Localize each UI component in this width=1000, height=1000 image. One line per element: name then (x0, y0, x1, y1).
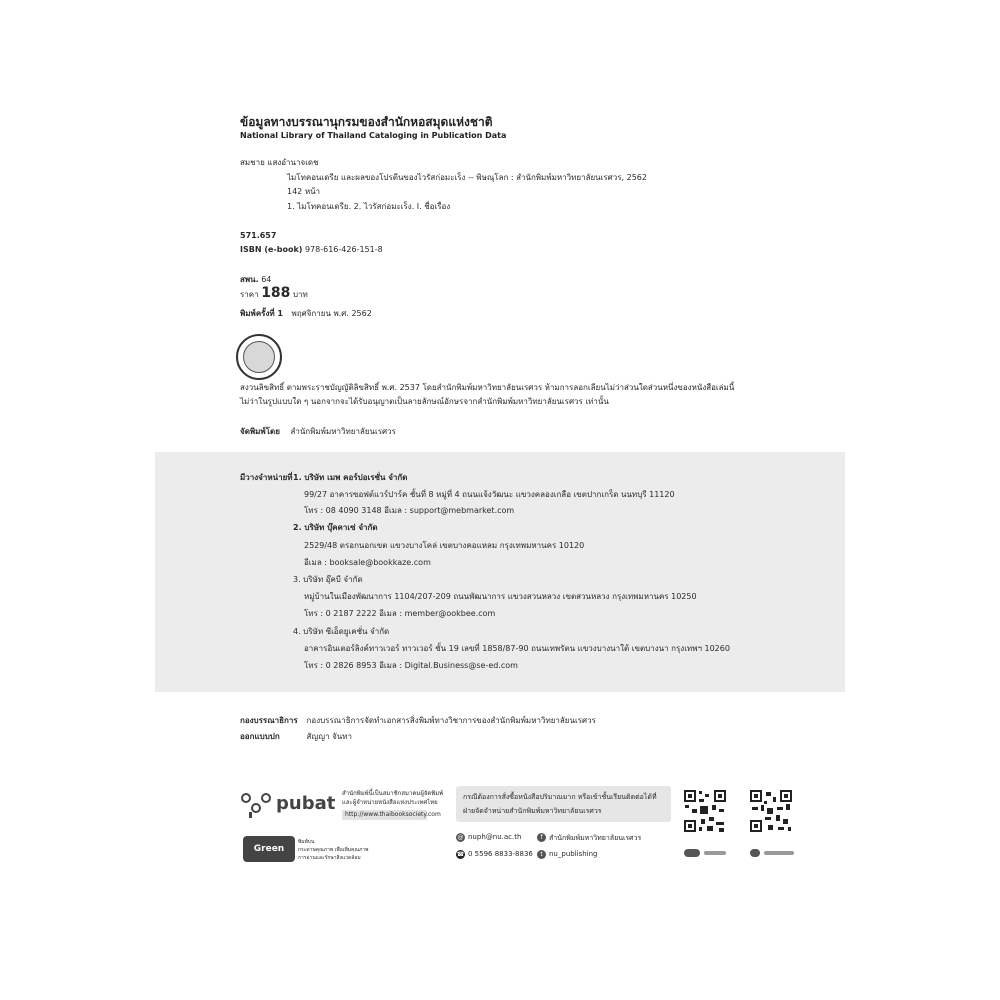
isbn-row (240, 245, 383, 255)
pubat-logo-icon (240, 790, 274, 818)
editor-value: กองบรรณาธิการจัดทำเอกสารสิ่งพิมพ์ทางวิชาการของสำนักพิมพ์มหาวิทยาลัยนเรศวร (306, 716, 596, 725)
book-line: ไมโทคอนเดรีย และผลของโปรตีนของไวรัสก่อมะเร็ง -- พิษณุโลก : สำนักพิมพ์มหาวิทยาลัยนเรศวร, 2562 (287, 173, 647, 182)
author: สมชาย แสงอำนาจเดช (240, 158, 319, 167)
edition-label: พิมพ์ครั้งที่ 1 (240, 309, 283, 318)
edition-row (240, 309, 372, 319)
contact-email[interactable]: nuph@nu.ac.th (468, 833, 522, 841)
distributor-4-contact: โทร : 0 2826 8953 อีเมล : Digital.Business@se-ed.com (304, 661, 518, 670)
email-icon: @ (457, 834, 464, 841)
price-value: 188 (261, 285, 291, 301)
snp-label: สพน. (240, 275, 259, 284)
qr-caption-pill (704, 851, 726, 855)
publisher-value: สำนักพิมพ์มหาวิทยาลัยนเรศวร (290, 427, 396, 436)
pubat-desc-2: และผู้จำหน่ายหนังสือแห่งประเทศไทย (342, 799, 438, 806)
cover-label: ออกแบบปก (240, 732, 280, 741)
distributor-4-address: อาคารอินเตอร์ลิงค์ทาวเวอร์ ทาวเวอร์ ชั้น 19 เลขที่ 1858/87-90 ถนนเทพรัตน แขวงบางนาใต้ เขตบางนา กรุงเทพฯ 10260 (304, 644, 730, 653)
distributor-2-contact: อีเมล : booksale@bookkaze.com (304, 558, 431, 567)
contact-phone: 0 5596 8833-8836 (468, 850, 533, 858)
editor-label: กองบรรณาธิการ (240, 716, 298, 725)
distributor-4-name: 4. บริษัท ซีเอ็ดยูเคชั่น จำกัด (293, 627, 390, 636)
subjects: 1. ไมโทคอนเดรีย. 2. ไวรัสก่อมะเร็ง. I. ชื่อเรื่อง (287, 202, 451, 211)
edition-value: พฤศจิกายน พ.ศ. 2562 (291, 309, 372, 318)
snp-row (240, 275, 271, 285)
pubat-desc-1: สำนักพิมพ์นี้เป็นสมาชิกสมาคมผู้จัดพิมพ์ (342, 790, 444, 797)
distributor-1-address: 99/27 อาคารซอฟต์แวร์ปาร์ค ชั้นที่ 8 หมู่ที่ 4 ถนนแจ้งวัฒนะ แขวงคลองเกลือ เขตปากเกร็ด นนทบุรี 11120 (304, 490, 675, 499)
cover-row (240, 732, 352, 742)
notice-line-2: ฝ่ายจัดจำหน่ายสำนักพิมพ์มหาวิทยาลัยนเรศวร (463, 807, 602, 815)
distributor-3-address: หมู่บ้านในเมืองพัฒนาการ 1104/207-209 ถนนพัฒนาการ แขวงสวนหลวง เขตสวนหลวง กรุงเทพมหานคร 10250 (304, 592, 697, 601)
distributor-3-contact: โทร : 0 2187 2222 อีเมล : member@ookbee.com (304, 609, 496, 618)
notice-line-1: กรณีต้องการสั่งซื้อหนังสือปริมาณมาก หรือเข้าชั้นเรียนติดต่อได้ที่ (463, 793, 657, 801)
green-desc-1: พิมพ์บน (298, 839, 315, 845)
isbn-label: ISBN (e-book) (240, 245, 303, 254)
university-seal-icon (236, 334, 282, 380)
price-label: ราคา (240, 290, 259, 299)
qr-code-icon[interactable] (749, 789, 793, 833)
snp-value: 64 (261, 275, 272, 284)
pubat-url[interactable]: http://www.thaibooksociety.com (345, 811, 441, 818)
distributor-1-contact: โทร : 08 4090 3148 อีเมล : support@mebmarket.com (304, 506, 515, 515)
isbn-value: 978-616-426-151-8 (304, 245, 383, 254)
publisher-row (240, 427, 396, 437)
copyright-line-1: สงวนลิขสิทธิ์ ตามพระราชบัญญัติลิขสิทธิ์ พ.ศ. 2537 โดยสำนักพิมพ์มหาวิทยาลัยนเรศวร ห้ามการลอกเลียนไม่ว่าส่วนใดส่วนหนึ่งของหนังสือเล่มนี้ (240, 383, 735, 392)
qr-caption-pill (750, 849, 760, 857)
facebook-icon: f (537, 833, 546, 842)
distributor-1-name: 1. บริษัท เมพ คอร์ปอเรชั่น จำกัด (293, 473, 408, 482)
catalog-title-en: National Library of Thailand Cataloging in Publication Data (240, 131, 507, 140)
qr-caption-pill (684, 849, 700, 857)
cover-value: สัญญา จันทา (306, 732, 353, 741)
distributor-2-name: 2. บริษัท บุ๊คคาเซ่ จำกัด (293, 523, 378, 532)
green-desc-3: การอ่านและรักษาสิ่งแวดล้อม (298, 855, 361, 861)
price-unit: บาท (292, 290, 308, 299)
contact-twitter[interactable]: nu_publishing (549, 850, 598, 858)
pubat-logo-text: pubat (276, 793, 336, 814)
green-read-logo: Green Read (243, 836, 295, 862)
distributor-3-name: 3. บริษัท อุ๊คบี จำกัด (293, 575, 363, 584)
distributor-2-address: 2529/48 ตรอกนอกเขต แขวงบางโคล่ เขตบางคอแหลม กรุงเทพมหานคร 10120 (304, 541, 585, 550)
publisher-label: จัดพิมพ์โดย (240, 427, 280, 436)
contact-facebook[interactable]: สำนักพิมพ์มหาวิทยาลัยนเรศวร (549, 834, 642, 842)
green-desc-2: กระดาษคุณภาพ เพื่อเพิ่มคุณภาพ (298, 847, 369, 853)
catalog-title-th: ข้อมูลทางบรรณานุกรมของสำนักหอสมุดแห่งชาติ (240, 115, 493, 129)
pages: 142 หน้า (287, 187, 321, 196)
class-number: 571.657 (240, 231, 277, 240)
distributors-panel (155, 452, 845, 692)
qr-caption-pill (764, 851, 794, 855)
phone-icon: ☎ (456, 851, 465, 858)
copyright-line-2: ไม่ว่าในรูปแบบใด ๆ นอกจากจะได้รับอนุญาตเป็นลายลักษณ์อักษรจากสำนักพิมพ์มหาวิทยาลัยนเรศวร เท่านั้น (240, 397, 609, 406)
editor-row (240, 716, 596, 726)
distributors-label: มีวางจำหน่ายที่ (240, 473, 293, 482)
qr-code-icon[interactable] (683, 789, 727, 833)
price-row (240, 285, 308, 301)
twitter-icon: t (537, 850, 546, 859)
